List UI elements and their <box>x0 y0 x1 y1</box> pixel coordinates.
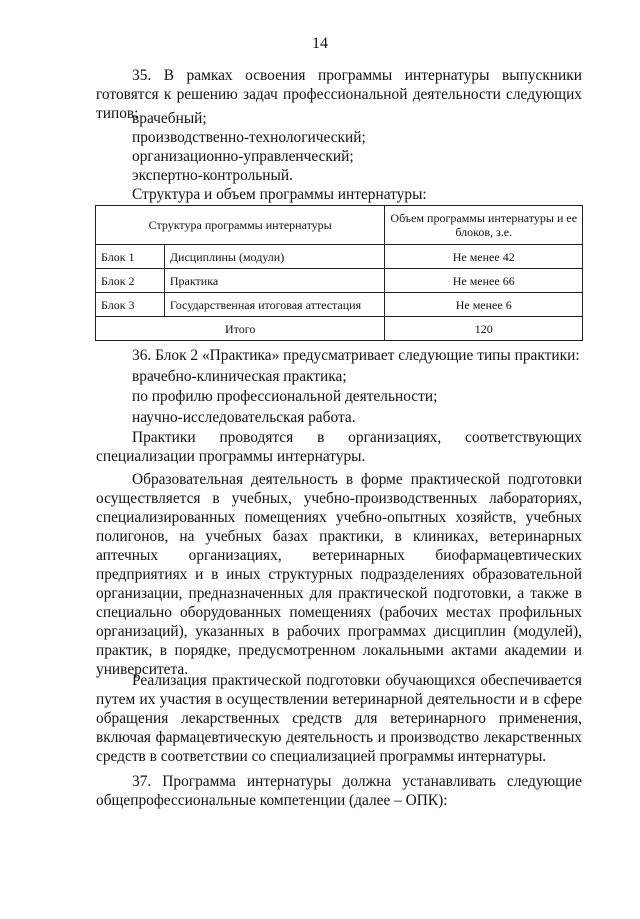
paragraph-36: 36. Блок 2 «Практика» предусматривает следующие типы практики: <box>132 347 580 364</box>
volume-cell: Не менее 66 <box>385 269 583 293</box>
list-item: по профилю профессиональной деятельности; <box>132 388 438 405</box>
paragraph-implementation: Реализация практической подготовки обучающихся обеспечивается путем их участия в осуществлении ветеринарной деятельности и в сфере обращения лекарственных средств для ветеринарного применения, включая фармацевтическую деятельность и производство лекарственных средств в соответствии со специализацией программы интернатуры. <box>96 672 582 765</box>
volume-cell: Не менее 6 <box>385 293 583 317</box>
block-cell: Блок 3 <box>96 293 165 317</box>
header-structure: Структура программы интернатуры <box>96 206 385 245</box>
header-volume: Объем программы интернатуры и ее блоков, з.е. <box>385 206 583 245</box>
block-cell: Блок 1 <box>96 245 165 269</box>
list-item: экспертно-контрольный. <box>132 167 293 184</box>
paragraph-35: 35. В рамках освоения программы интернатуры выпускники готовятся к решению задач профессиональной деятельности следующих типов: <box>96 67 582 122</box>
list-item: организационно-управленческий; <box>132 148 354 165</box>
page-number: 14 <box>312 35 328 52</box>
total-value: 120 <box>385 317 583 341</box>
volume-cell: Не менее 42 <box>385 245 583 269</box>
name-cell: Государственная итоговая аттестация <box>164 293 385 317</box>
list-item: производственно-технологический; <box>132 129 366 146</box>
table-header-row <box>96 206 583 245</box>
list-item: врачебно-клиническая практика; <box>132 368 347 385</box>
table-row <box>96 269 583 293</box>
list-item: научно-исследовательская работа. <box>132 409 356 426</box>
paragraph-education: Образовательная деятельность в форме практической подготовки осуществляется в учебных, учебно-производственных лабораториях, специализированных помещениях учебно-опытных хозяйств, учебных полигонов, на учебных базах практики, в клиниках, ветеринарных аптечных организациях, ветеринарных биофармацевтических предприятиях и в иных структурных подразделениях образовательной организации, предназначенных для практической подготовки, а также в специально оборудованных помещениях (рабочих местах профильных организаций), указанных в рабочих программах дисциплин (модулей), практик, в порядке, предусмотренном локальными актами академии и университета. <box>96 471 582 678</box>
paragraph-practice: Практики проводятся в организациях, соответствующих специализации программы интернатуры. <box>96 429 582 465</box>
table-row <box>96 245 583 269</box>
table-caption: Структура и объем программы интернатуры: <box>132 186 427 203</box>
table-total-row <box>96 317 583 341</box>
name-cell: Дисциплины (модули) <box>164 245 385 269</box>
block-cell: Блок 2 <box>96 269 165 293</box>
total-label: Итого <box>96 317 385 341</box>
paragraph-37: 37. Программа интернатуры должна устанавливать следующие общепрофессиональные компетенции (далее – ОПК): <box>96 773 582 809</box>
name-cell: Практика <box>164 269 385 293</box>
list-item: врачебный; <box>132 110 207 127</box>
program-structure-table <box>95 205 583 341</box>
table-row <box>96 293 583 317</box>
